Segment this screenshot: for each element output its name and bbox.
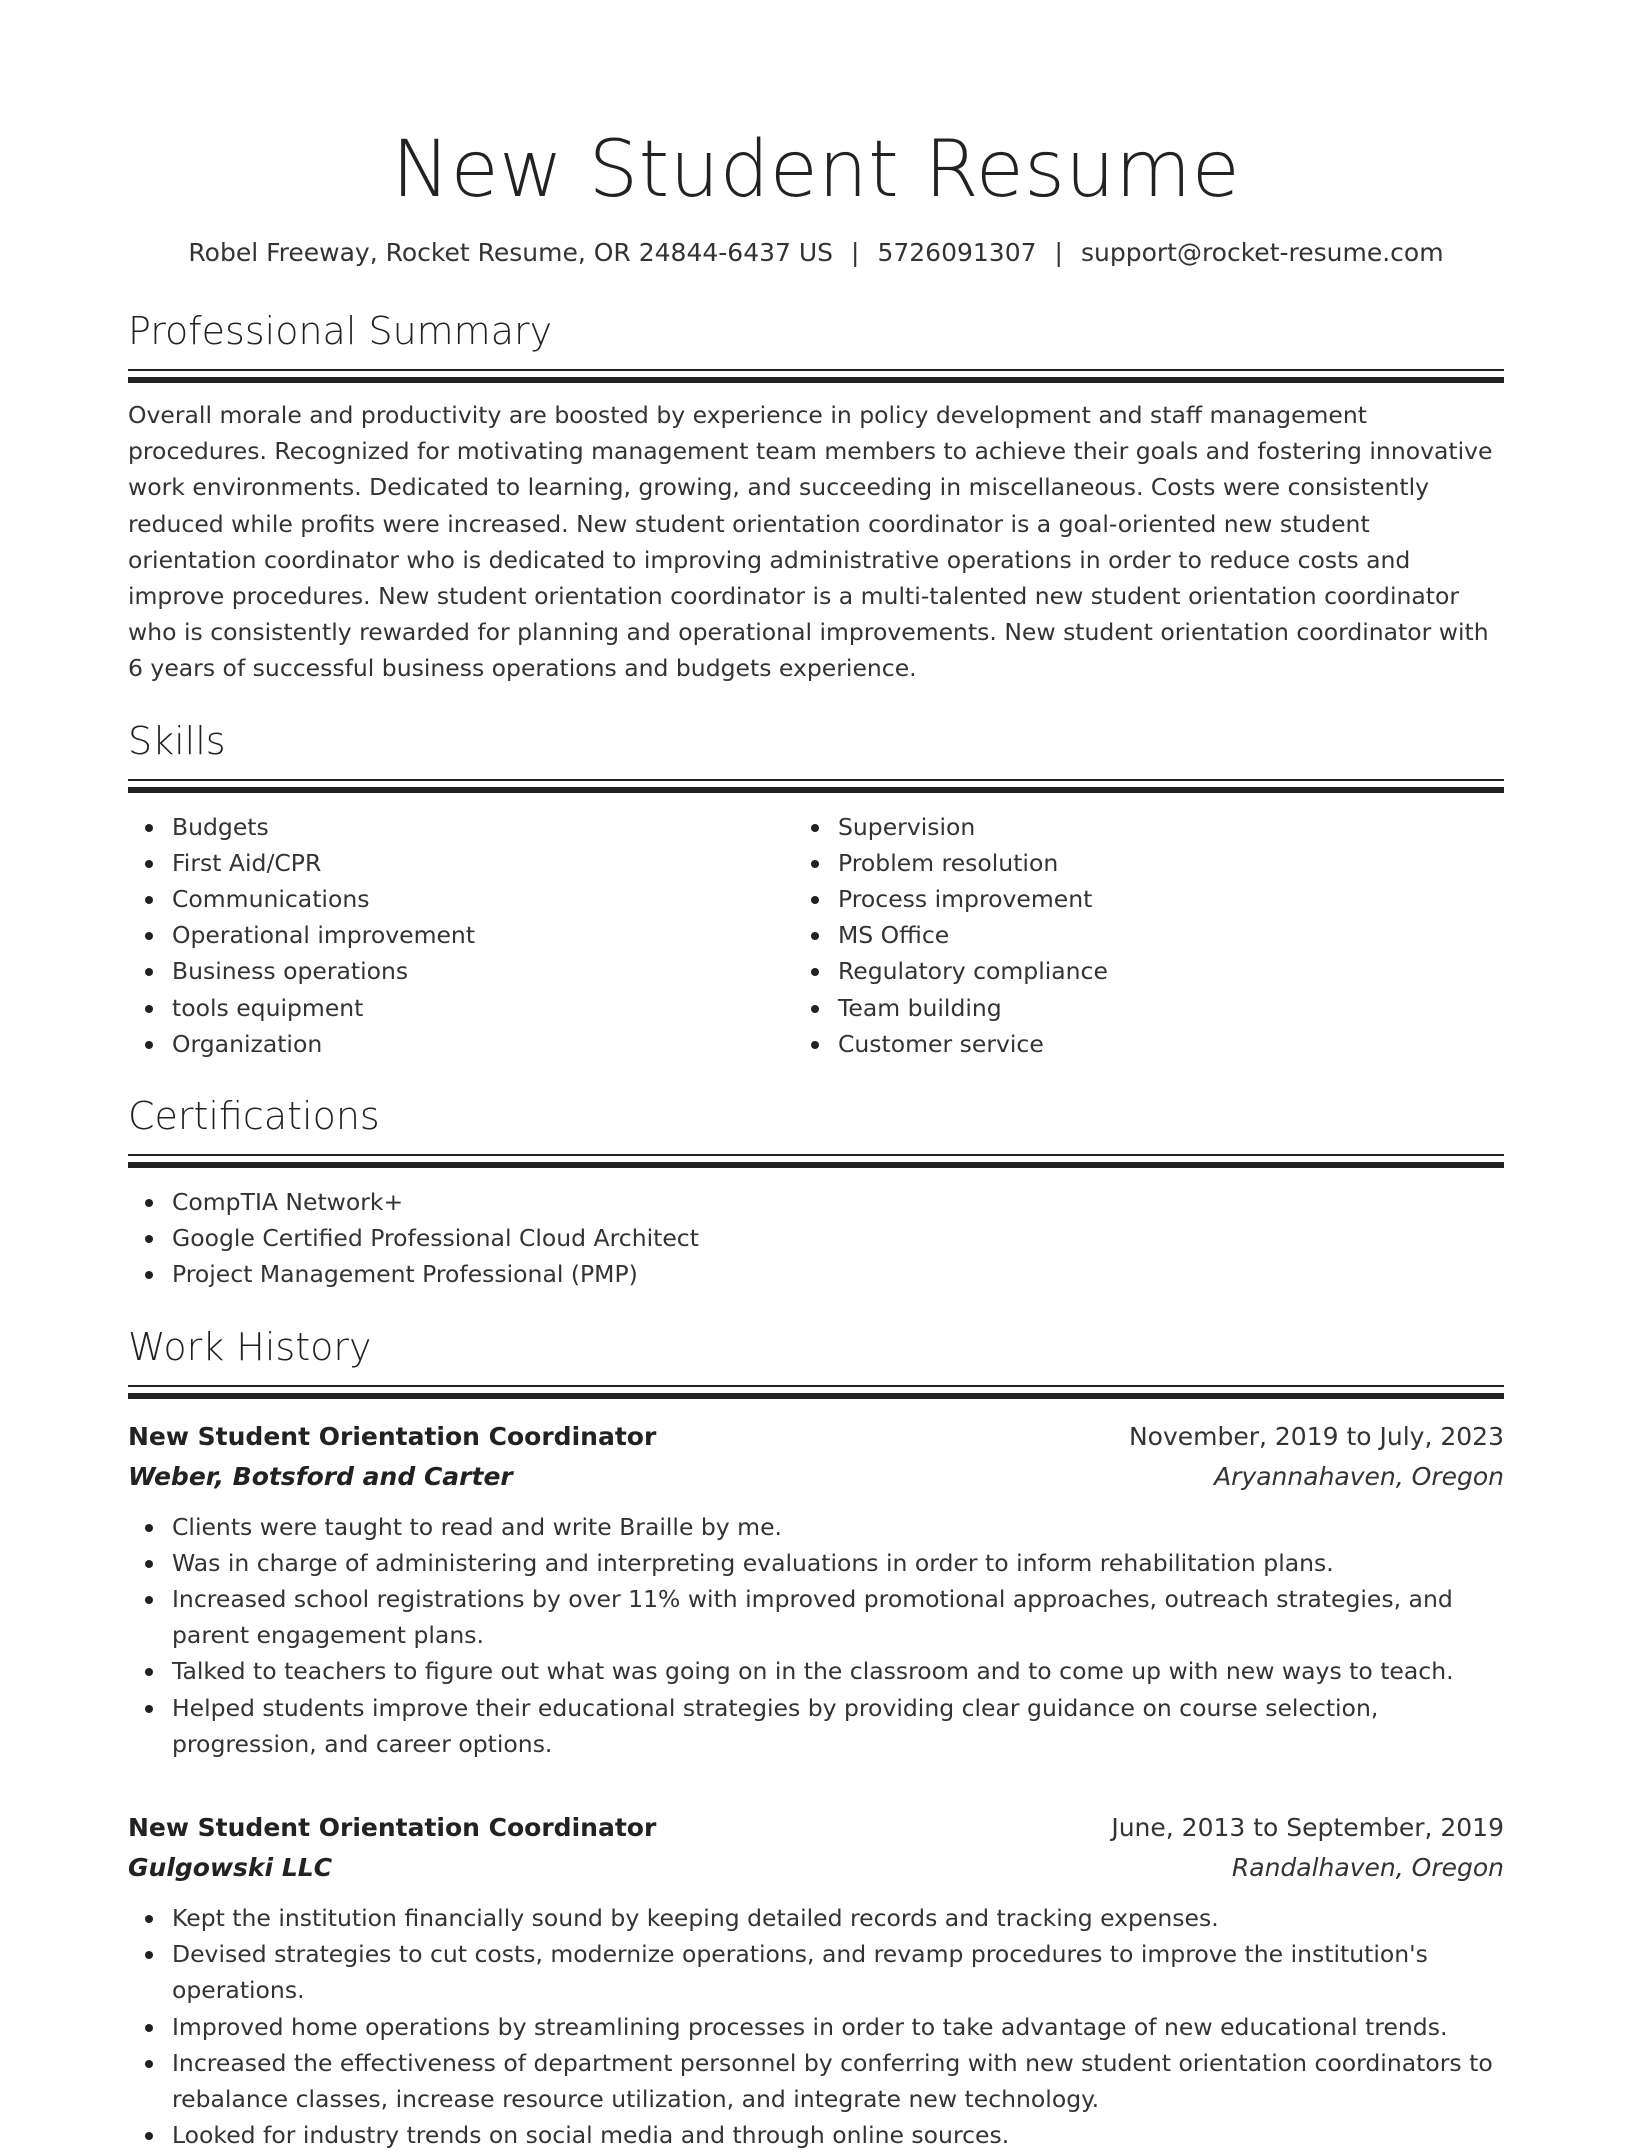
list-item: tools equipment xyxy=(128,990,806,1026)
list-item: Increased the effectiveness of department personnel by conferring with new student orientation coordinators to rebalance classes, increase resource utilization, and integrate new technology. xyxy=(128,2045,1504,2117)
list-item: Google Certified Professional Cloud Architect xyxy=(128,1220,1504,1256)
list-item: Budgets xyxy=(128,809,806,845)
job-company: Weber, Botsford and Carter xyxy=(128,1461,513,1491)
contact-email: support@rocket-resume.com xyxy=(1080,238,1444,267)
contact-phone: 5726091307 xyxy=(877,238,1037,267)
skills-list-right xyxy=(806,809,1494,1062)
list-item: MS Office xyxy=(806,917,1494,953)
section-divider xyxy=(128,779,1504,793)
list-item: Customer service xyxy=(806,1026,1494,1062)
job-dates: June, 2013 to September, 2019 xyxy=(1111,1813,1504,1843)
list-item: Process improvement xyxy=(806,881,1494,917)
section-divider xyxy=(128,369,1504,383)
section-divider xyxy=(128,1154,1504,1168)
list-item: Devised strategies to cut costs, modernize operations, and revamp procedures to improve the institution's operations. xyxy=(128,1936,1504,2008)
list-item: Team building xyxy=(806,990,1494,1026)
list-item: Regulatory compliance xyxy=(806,953,1494,989)
list-item: Looked for industry trends on social media and through online sources. xyxy=(128,2117,1504,2153)
job-location: Aryannahaven, Oregon xyxy=(1214,1461,1504,1491)
list-item: Problem resolution xyxy=(806,845,1494,881)
job-company-row xyxy=(128,1457,1504,1497)
skills-list-left xyxy=(128,809,806,1062)
summary-text: Overall morale and productivity are boosted by experience in policy development and staff management procedures. Recognized for motivating management team members to achieve their goals and fostering innovative work environments. Dedicated to learning, growing, and succeeding in miscellaneous. Costs were consistently reduced while profits were increased. New student orientation coordinator is a goal-oriented new student orientation coordinator who is dedicated to improving administrative operations in order to reduce costs and improve procedures. New student orientation coordinator is a multi-talented new student orientation coordinator who is consistently rewarded for planning and operational improvements. New student orientation coordinator with 6 years of successful business operations and budgets experience. xyxy=(128,401,1493,683)
list-item: Clients were taught to read and write Braille by me. xyxy=(128,1509,1504,1545)
contact-separator: | xyxy=(851,238,860,267)
work-history-heading: Work History xyxy=(128,1324,372,1369)
list-item: Helped students improve their educational strategies by providing clear guidance on course selection, progression, and career options. xyxy=(128,1690,1504,1762)
job-entry xyxy=(128,1417,1504,1762)
list-item: Communications xyxy=(128,881,806,917)
resume-title: New Student Resume xyxy=(391,125,1241,215)
list-item: Talked to teachers to figure out what was going on in the classroom and to come up with new ways to teach. xyxy=(128,1653,1504,1689)
list-item: Increased school registrations by over 11% with improved promotional approaches, outreach strategies, and parent engagement plans. xyxy=(128,1581,1504,1653)
section-divider xyxy=(128,1385,1504,1399)
job-company-row xyxy=(128,1848,1504,1888)
job-bullets xyxy=(128,1509,1504,1762)
list-item: Business operations xyxy=(128,953,806,989)
job-company: Gulgowski LLC xyxy=(128,1853,333,1883)
contact-line xyxy=(128,238,1504,267)
contact-separator: | xyxy=(1054,238,1063,267)
list-item: Operational improvement xyxy=(128,917,806,953)
list-item: First Aid/CPR xyxy=(128,845,806,881)
skills-heading: Skills xyxy=(128,718,226,763)
skills-columns xyxy=(128,809,1504,1062)
list-item: CompTIA Network+ xyxy=(128,1184,1504,1220)
job-dates: November, 2019 to July, 2023 xyxy=(1128,1421,1504,1451)
certifications-list xyxy=(128,1184,1504,1293)
job-entry xyxy=(128,1808,1504,2153)
list-item: Kept the institution financially sound by keeping detailed records and tracking expenses. xyxy=(128,1900,1504,1936)
list-item: Supervision xyxy=(806,809,1494,845)
list-item: Improved home operations by streamlining processes in order to take advantage of new educational trends. xyxy=(128,2009,1504,2045)
job-header-row xyxy=(128,1417,1504,1457)
contact-address: Robel Freeway, Rocket Resume, OR 24844-6437 US xyxy=(188,238,834,267)
resume-page xyxy=(128,120,1504,2154)
list-item: Project Management Professional (PMP) xyxy=(128,1256,1504,1292)
job-title: New Student Orientation Coordinator xyxy=(128,1813,657,1843)
list-item: Organization xyxy=(128,1026,806,1062)
summary-heading: Professional Summary xyxy=(128,309,553,353)
job-location: Randalhaven, Oregon xyxy=(1231,1853,1504,1883)
job-title: New Student Orientation Coordinator xyxy=(128,1421,657,1451)
job-bullets xyxy=(128,1900,1504,2153)
job-header-row xyxy=(128,1808,1504,1848)
list-item: Was in charge of administering and interpreting evaluations in order to inform rehabilitation plans. xyxy=(128,1545,1504,1581)
certifications-heading: Certifications xyxy=(128,1094,380,1139)
